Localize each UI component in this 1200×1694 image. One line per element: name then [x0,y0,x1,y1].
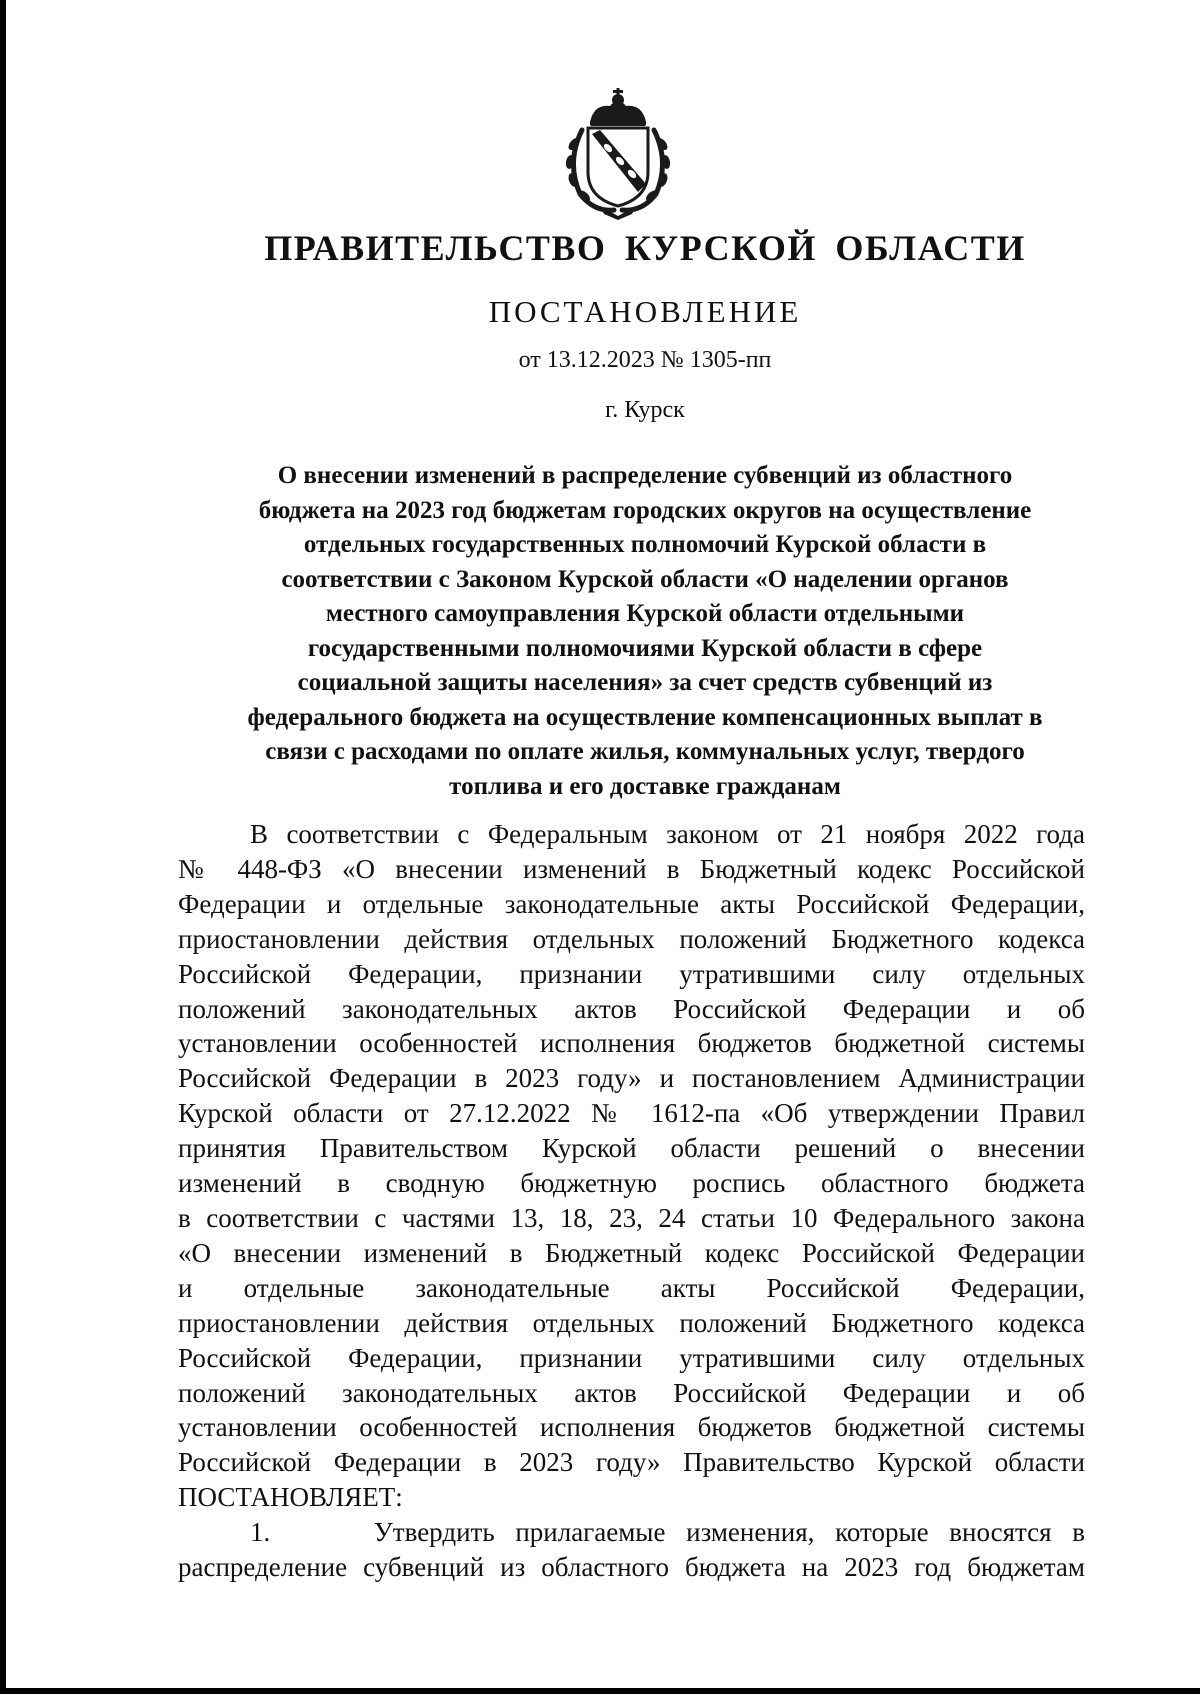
document-body [178,817,1085,1585]
document-number: от 13.12.2023 № 1305-пп [518,347,772,373]
body-line: положений законодательных актов Российской Федерации и об [178,1377,1085,1408]
body-line: Российской Федерации, признании утратившими силу отдельных [178,958,1085,989]
body-line: приостановлении действия отдельных положений Бюджетного кодекса [178,1307,1085,1338]
subject-line: социальной защиты населения» за счет средств субвенций из [297,669,993,696]
body-line: Российской Федерации в 2023 году» и постановлением Администрации [178,1063,1085,1094]
subject-line: федерального бюджета на осуществление компенсационных выплат в [247,703,1043,731]
document-subject [150,459,1140,804]
scan-border-bottom [0,1688,1200,1694]
government-title: ПРАВИТЕЛЬСТВО КУРСКОЙ ОБЛАСТИ [264,228,1026,268]
body-line: установлении особенностей исполнения бюджетов бюджетной системы [178,1412,1085,1443]
document-type: ПОСТАНОВЛЕНИЕ [488,294,802,329]
subject-line: местного самоуправления Курской области отдельными [325,600,965,627]
body-line: Курской области от 27.12.2022 № 1612-па «Об утверждении Правил [178,1098,1085,1129]
body-line: в соответствии с частями 13, 18, 23, 24 статьи 10 Федерального закона [178,1202,1085,1233]
subject-line: государственными полномочиями Курской области в сфере [307,634,983,662]
document-place: г. Курск [605,397,685,423]
body-line: Российской Федерации в 2023 году» Правительство Курской области [178,1447,1085,1478]
body-line: «О внесении изменений в Бюджетный кодекс Российской Федерации [178,1237,1085,1268]
body-line: В соответствии с Федеральным законом от 21 ноября 2022 года [250,819,1085,849]
body-line: № 448-ФЗ «О внесении изменений в Бюджетный кодекс Российской [178,853,1085,884]
body-line: распределение субвенций из областного бюджета на 2023 год бюджетам [178,1552,1085,1583]
kursk-coat-of-arms-icon [560,86,676,220]
body-line: изменений в сводную бюджетную роспись областного бюджета [178,1168,1085,1199]
body-line: установлении особенностей исполнения бюджетов бюджетной системы [178,1028,1085,1059]
subject-line: связи с расходами по оплате жилья, коммунальных услуг, твердого [265,738,1025,765]
body-line: и отдельные законодательные акты Российской Федерации, [178,1272,1085,1303]
subject-line: отдельных государственных полномочий Курской области в [303,531,987,558]
body-line: ПОСТАНОВЛЯЕТ: [178,1482,403,1513]
body-line: Федерации и отдельные законодательные акты Российской Федерации, [178,888,1085,919]
body-line: приостановлении действия отдельных положений Бюджетного кодекса [178,923,1085,954]
subject-line: О внесении изменений в распределение субвенций из областного [277,462,1013,489]
subject-line: бюджета на 2023 год бюджетам городских округов на осуществление [258,496,1032,524]
body-line: 1. Утвердить прилагаемые изменения, которые вносятся в [250,1517,1085,1548]
body-line: Российской Федерации, признании утратившими силу отдельных [178,1342,1085,1373]
subject-line: соответствии с Законом Курской области «О наделении органов [281,565,1009,593]
body-line: принятия Правительством Курской области решений о внесении [178,1133,1085,1164]
subject-line: топлива и его доставке гражданам [449,772,841,800]
body-line: положений законодательных актов Российской Федерации и об [178,993,1085,1024]
scan-border-left [0,0,6,1694]
